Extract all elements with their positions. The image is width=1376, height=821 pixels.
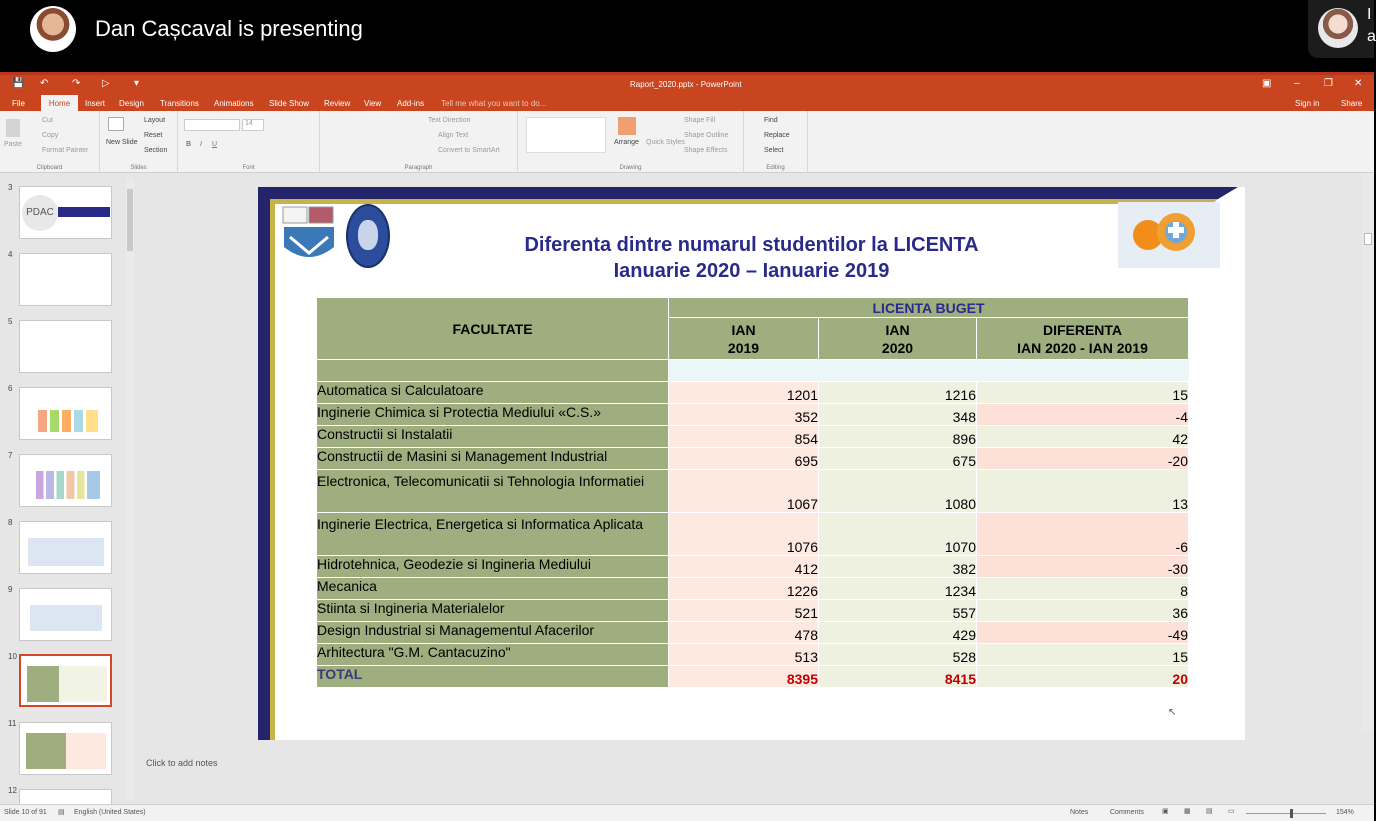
total-difference: 20 <box>977 666 1189 688</box>
value-2019: 478 <box>669 622 819 644</box>
normal-view-icon[interactable]: ▣ <box>1162 808 1169 815</box>
paste-icon[interactable] <box>6 119 20 137</box>
slide-title <box>258 232 1245 284</box>
font-group <box>178 111 320 173</box>
value-difference: -49 <box>977 622 1189 644</box>
value-2019: 1201 <box>669 382 819 404</box>
ribbon <box>0 111 1374 173</box>
thumb-table <box>26 733 66 769</box>
value-2019: 1067 <box>669 470 819 513</box>
faculty-name: Inginerie Chimica si Protectia Mediului «C.S.» <box>317 404 669 426</box>
reset-button[interactable]: Reset <box>144 132 163 139</box>
thumb-number: 7 <box>8 451 13 460</box>
tab-add-ins[interactable]: Add-ins <box>397 99 425 108</box>
mouse-cursor-icon: ↖ <box>1168 707 1177 718</box>
presenter-label: Dan Cașcaval is presenting <box>95 16 363 41</box>
value-2020: 1234 <box>819 578 977 600</box>
slide-thumbnail[interactable] <box>19 789 112 805</box>
redo-icon[interactable]: ↷ <box>72 78 81 89</box>
slide-thumbnail[interactable] <box>19 454 112 507</box>
cut-button[interactable]: Cut <box>42 117 53 124</box>
notes-placeholder[interactable]: Click to add notes <box>146 758 218 768</box>
tab-view[interactable]: View <box>364 99 382 108</box>
title-bar <box>0 75 1374 95</box>
slide-title-line1: Diferenta dintre numarul studentilor la LICENTA <box>524 234 979 256</box>
slides-group <box>100 111 178 173</box>
paragraph-group <box>320 111 518 173</box>
zoom-level[interactable]: 154% <box>1336 809 1354 816</box>
table-row <box>317 448 1189 470</box>
shape-effects-button[interactable]: Shape Effects <box>684 147 728 154</box>
value-2020: 1080 <box>819 470 977 513</box>
slide-thumbnail[interactable] <box>19 253 112 306</box>
value-2020: 1216 <box>819 382 977 404</box>
total-2019: 8395 <box>669 666 819 688</box>
faculty-name: Arhitectura "G.M. Cantacuzino" <box>317 644 669 666</box>
tab-animations[interactable]: Animations <box>214 99 254 108</box>
tab-review[interactable]: Review <box>324 99 351 108</box>
select-button[interactable]: Select <box>764 147 784 154</box>
value-2020: 675 <box>819 448 977 470</box>
slide-scrollbar[interactable] <box>1362 173 1374 731</box>
arrange-button[interactable]: Arrange <box>614 139 639 146</box>
value-difference: 36 <box>977 600 1189 622</box>
format-painter-button[interactable]: Format Painter <box>42 147 89 154</box>
header-line: IAN <box>731 321 756 338</box>
thumb-bar-chart <box>36 471 100 499</box>
thumbnail-scrollbar[interactable] <box>126 179 134 799</box>
ribbon-display-icon[interactable]: ▣ <box>1262 78 1272 89</box>
shapes-gallery[interactable] <box>526 117 606 153</box>
copy-button[interactable]: Copy <box>42 132 59 139</box>
thumbnail-scroll-thumb[interactable] <box>127 189 133 251</box>
table-row <box>317 426 1189 448</box>
new-slide-icon[interactable] <box>108 117 124 131</box>
ribbon-tabs <box>0 95 1374 111</box>
editing-group <box>744 111 808 173</box>
shape-outline-button[interactable]: Shape Outline <box>684 132 729 139</box>
header-line: 2019 <box>727 339 760 356</box>
faculty-name: Mecanica <box>317 578 669 600</box>
section-button[interactable]: Section <box>144 147 168 154</box>
table-row <box>317 470 1189 513</box>
table-row <box>317 600 1189 622</box>
thumb-table <box>30 605 102 631</box>
total-row <box>317 666 1189 688</box>
spacer-row <box>669 360 1189 382</box>
clipboard-group-label: Clipboard <box>36 165 63 171</box>
tab-home[interactable]: Home <box>41 95 78 111</box>
faculty-name: Hidrotehnica, Geodezie si Ingineria Mediului <box>317 556 669 578</box>
difference-header <box>977 318 1189 360</box>
value-2020: 429 <box>819 622 977 644</box>
slides-group-label: Slides <box>130 165 147 171</box>
italic-button[interactable]: I <box>200 141 202 148</box>
layout-button[interactable]: Layout <box>144 117 166 124</box>
total-2020: 8415 <box>819 666 977 688</box>
thumb-number: 12 <box>8 786 17 795</box>
value-2019: 521 <box>669 600 819 622</box>
table-row <box>317 622 1189 644</box>
spellcheck-icon[interactable]: ▤ <box>58 809 65 816</box>
maximize-icon[interactable]: ❐ <box>1324 78 1333 89</box>
slideshow-view-icon[interactable]: ▭ <box>1228 808 1235 815</box>
tab-transitions[interactable]: Transitions <box>160 99 199 108</box>
participant-name-line2: a <box>1367 28 1376 45</box>
table-row <box>317 644 1189 666</box>
spacer-row <box>317 360 669 382</box>
replace-button[interactable]: Replace <box>764 132 790 139</box>
value-difference: 15 <box>977 644 1189 666</box>
thumb-bar-chart <box>38 410 98 432</box>
year-2019-header <box>669 318 819 360</box>
participant-name-line1: I <box>1367 6 1372 23</box>
value-difference: -6 <box>977 513 1189 556</box>
slide-sorter-icon[interactable]: ▦ <box>1184 808 1191 815</box>
thumb-number: 4 <box>8 250 13 259</box>
quick-styles-button[interactable]: Quick Styles <box>646 139 685 146</box>
clipboard-group <box>0 111 100 173</box>
value-difference: -30 <box>977 556 1189 578</box>
value-2019: 513 <box>669 644 819 666</box>
convert-smartart-button[interactable]: Convert to SmartArt <box>438 147 500 154</box>
shape-fill-button[interactable]: Shape Fill <box>684 117 716 124</box>
participant-tile[interactable] <box>1308 0 1374 58</box>
drawing-group-label: Drawing <box>619 165 642 171</box>
slide-thumbnails-pane <box>0 173 138 806</box>
table-row <box>317 382 1189 404</box>
value-2020: 382 <box>819 556 977 578</box>
notes-button[interactable]: Notes <box>1070 809 1089 816</box>
thumb-number: 10 <box>8 652 17 661</box>
underline-button[interactable]: U <box>212 141 218 148</box>
text-direction-button[interactable]: Text Direction <box>428 117 471 124</box>
close-icon[interactable]: ✕ <box>1354 78 1363 89</box>
thumb-banner <box>58 207 110 217</box>
sign-in-link[interactable]: Sign in <box>1295 99 1320 108</box>
tell-me-box[interactable]: Tell me what you want to do... <box>441 99 547 108</box>
save-icon[interactable]: 💾 <box>12 78 25 89</box>
value-2020: 1070 <box>819 513 977 556</box>
thumb-table <box>27 666 59 702</box>
slide-thumbnail[interactable] <box>19 387 112 440</box>
editing-group-label: Editing <box>766 165 785 171</box>
table-row <box>317 404 1189 426</box>
faculty-header: FACULTATE <box>317 298 669 360</box>
paste-button[interactable]: Paste <box>4 141 22 148</box>
header-line: DIFERENTA <box>1042 321 1123 338</box>
thumb-number: 5 <box>8 317 13 326</box>
value-difference: 15 <box>977 382 1189 404</box>
value-difference: -4 <box>977 404 1189 426</box>
slide-title-line2: Ianuarie 2020 – Ianuarie 2019 <box>613 260 890 282</box>
value-2020: 348 <box>819 404 977 426</box>
table-row <box>317 556 1189 578</box>
value-2020: 557 <box>819 600 977 622</box>
header-line: IAN 2020 - IAN 2019 <box>1017 339 1148 356</box>
comments-button[interactable]: Comments <box>1110 809 1144 816</box>
font-size-field[interactable]: 14 <box>242 119 264 131</box>
drawing-group <box>518 111 744 173</box>
slide-counter: Slide 10 of 91 <box>4 809 47 816</box>
value-2020: 896 <box>819 426 977 448</box>
zoom-slider-handle[interactable] <box>1290 809 1293 818</box>
thumb-number: 8 <box>8 518 13 527</box>
slide-thumbnail[interactable] <box>19 588 112 641</box>
thumb-table-values <box>66 733 106 769</box>
thumb-number: 9 <box>8 585 13 594</box>
font-group-label: Font <box>242 165 255 171</box>
value-difference: -20 <box>977 448 1189 470</box>
thumb-pdac-text: PDAC <box>22 195 58 231</box>
meeting-bar <box>0 0 1374 72</box>
header-line: IAN <box>885 321 910 338</box>
new-slide-button[interactable]: New Slide <box>106 139 138 146</box>
tab-design[interactable]: Design <box>119 99 144 108</box>
customize-toolbar-icon[interactable]: ▾ <box>134 78 140 89</box>
faculty-name: Constructii de Masini si Management Industrial <box>317 448 669 470</box>
value-2019: 854 <box>669 426 819 448</box>
tab-slide-show[interactable]: Slide Show <box>269 99 310 108</box>
reading-view-icon[interactable]: ▤ <box>1206 808 1213 815</box>
thumb-number: 11 <box>8 719 17 728</box>
thumb-table-values <box>59 666 107 702</box>
slide-thumbnail[interactable] <box>19 722 112 775</box>
value-difference: 8 <box>977 578 1189 600</box>
value-difference: 42 <box>977 426 1189 448</box>
total-label: TOTAL <box>317 666 669 688</box>
find-button[interactable]: Find <box>764 117 778 124</box>
slide-thumbnail-active[interactable] <box>19 654 112 707</box>
faculty-name: Design Industrial si Managementul Afacerilor <box>317 622 669 644</box>
value-2019: 1076 <box>669 513 819 556</box>
presenter-avatar <box>30 6 76 52</box>
thumb-number: 6 <box>8 384 13 393</box>
header-line: 2020 <box>881 339 914 356</box>
value-2019: 695 <box>669 448 819 470</box>
slide-scroll-thumb[interactable] <box>1364 233 1372 245</box>
faculty-name: Stiinta si Ingineria Materialelor <box>317 600 669 622</box>
slide-thumbnail[interactable] <box>19 186 112 239</box>
status-bar <box>0 804 1374 821</box>
slide-thumbnail[interactable] <box>19 521 112 574</box>
thumb-number: 3 <box>8 183 13 192</box>
language-indicator[interactable]: English (United States) <box>74 809 146 816</box>
value-2020: 528 <box>819 644 977 666</box>
value-difference: 13 <box>977 470 1189 513</box>
font-name-field[interactable] <box>184 119 240 131</box>
share-button[interactable]: Share <box>1341 99 1363 108</box>
faculty-table <box>316 297 1189 688</box>
align-text-button[interactable]: Align Text <box>438 132 469 139</box>
slide-thumbnail[interactable] <box>19 320 112 373</box>
year-2020-header <box>819 318 977 360</box>
table-row <box>317 513 1189 556</box>
table-row <box>317 578 1189 600</box>
faculty-name: Electronica, Telecomunicatii si Tehnologia Informatiei <box>317 470 669 513</box>
minimize-icon[interactable]: – <box>1294 78 1300 89</box>
bold-button[interactable]: B <box>186 141 192 148</box>
participant-avatar <box>1318 8 1358 48</box>
zoom-slider[interactable] <box>1246 813 1326 814</box>
value-2019: 412 <box>669 556 819 578</box>
tab-file[interactable]: File <box>12 99 25 108</box>
undo-icon[interactable]: ↶ <box>40 78 49 89</box>
group-header: LICENTA BUGET <box>669 298 1189 318</box>
arrange-icon[interactable] <box>618 117 636 135</box>
faculty-name: Automatica si Calculatoare <box>317 382 669 404</box>
tab-insert[interactable]: Insert <box>85 99 106 108</box>
faculty-name: Inginerie Electrica, Energetica si Informatica Aplicata <box>317 513 669 556</box>
thumb-table <box>28 538 104 566</box>
paragraph-group-label: Paragraph <box>404 165 433 171</box>
window-title: Raport_2020.pptx - PowerPoint <box>630 80 742 89</box>
value-2019: 1226 <box>669 578 819 600</box>
value-2019: 352 <box>669 404 819 426</box>
faculty-name: Constructii si Instalatii <box>317 426 669 448</box>
start-slideshow-icon[interactable]: ▷ <box>102 78 110 89</box>
